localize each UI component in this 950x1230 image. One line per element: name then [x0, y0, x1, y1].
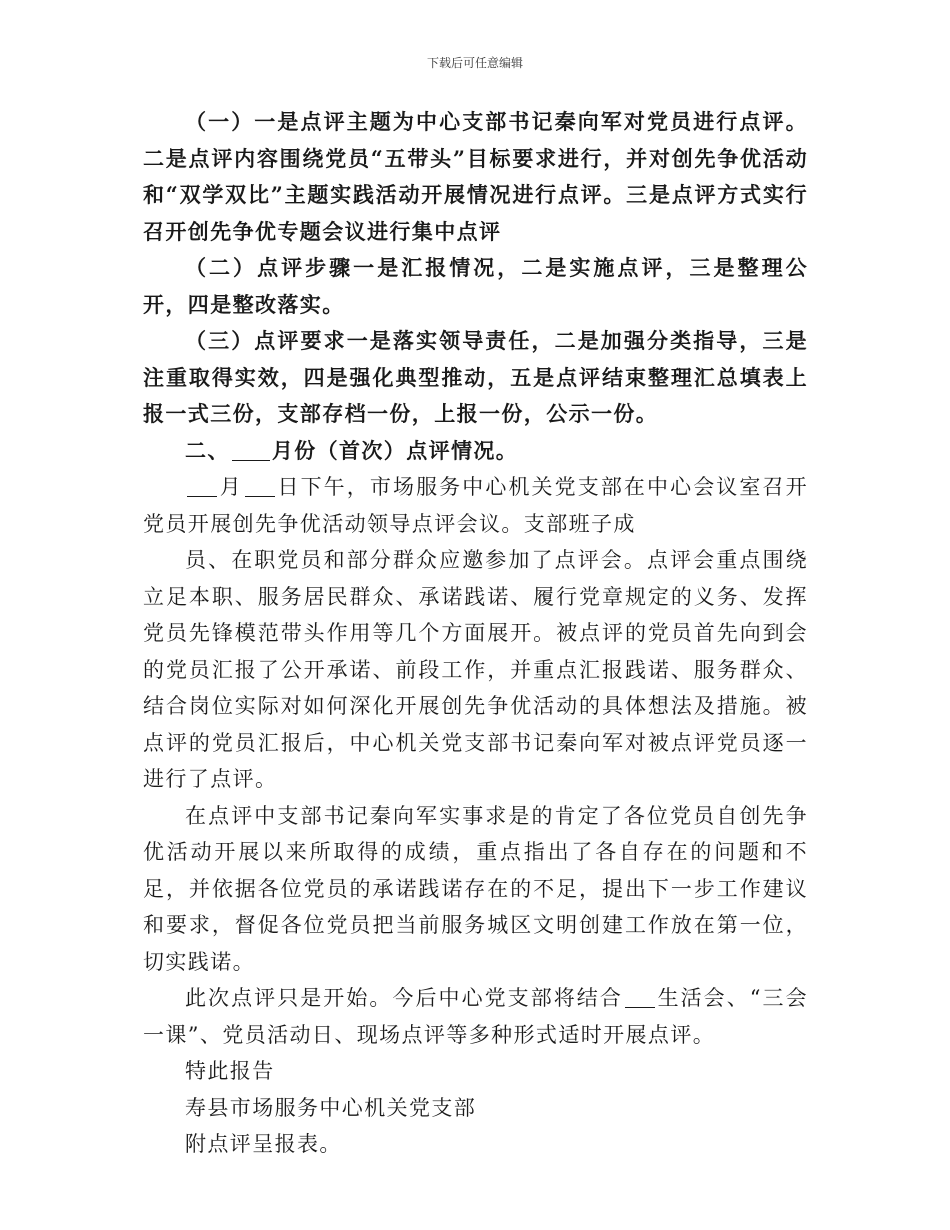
section-number: 二、	[185, 437, 230, 463]
section-heading-first-review	[143, 433, 808, 470]
paragraph-review-theme: （一）一是点评主题为中心支部书记秦向军对党员进行点评。二是点评内容围绕党员“五带头”目标要求进行，并对创先争优活动和“双学双比”主题实践活动开展情况进行点评。三是点评方式实行召开创先争优专题会议进行集中点评	[143, 109, 808, 244]
closing-report: 特此报告	[185, 1059, 275, 1083]
section-title: 月份（首次）点评情况。	[271, 437, 519, 463]
future-plan-suffix: 生活会、“三会一课”、党员活动日、现场点评等多种形式适时开展点评。	[143, 986, 808, 1047]
signature-organization: 寿县市场服务中心机关党支部	[185, 1095, 477, 1120]
paragraph-future-plan	[143, 980, 808, 1053]
month-blank	[232, 437, 270, 460]
future-plan-prefix: 此次点评只是开始。今后中心党支部将结合	[185, 986, 623, 1010]
page-header-note: 下载后可任意编辑	[426, 56, 523, 70]
life-meeting-blank	[625, 985, 655, 1008]
paragraph-review-requirements: （三）点评要求一是落实领导责任，二是加强分类指导，三是注重取得实效，四是强化典型推动，五是点评结束整理汇总填表上报一式三份，支部存档一份，上报一份，公示一份。	[143, 328, 808, 426]
attachment-note: 附点评呈报表。	[185, 1132, 342, 1156]
paragraph-meeting-opening	[143, 469, 808, 542]
document-body	[143, 104, 808, 1163]
month-blank	[187, 474, 217, 497]
month-label: 月	[219, 475, 243, 499]
day-blank	[245, 474, 275, 497]
meeting-text: 日下午，市场服务中心机关党支部在中心会议室召开党员开展创先争优活动领导点评会议。支部班子成	[143, 475, 808, 536]
paragraph-review-evaluation: 在点评中支部书记秦向军实事求是的肯定了各位党员自创先争优活动开展以来所取得的成绩，重点指出了各自存在的问题和不足，并依据各位党员的承诺践诺存在的不足，提出下一步工作建议和要求，督促各位党员把当前服务城区文明创建工作放在第一位，切实践诺。	[143, 803, 808, 974]
paragraph-meeting-content: 员、在职党员和部分群众应邀参加了点评会。点评会重点围绕立足本职、服务居民群众、承诺践诺、履行党章规定的义务、发挥党员先锋模范带头作用等几个方面展开。被点评的党员首先向到会的党员汇报了公开承诺、前段工作，并重点汇报践诺、服务群众、结合岗位实际对如何深化开展创先争优活动的具体想法及措施。被点评的党员汇报后，中心机关党支部书记秦向军对被点评党员逐一进行了点评。	[143, 548, 808, 791]
paragraph-review-steps: （二）点评步骤一是汇报情况，二是实施点评，三是整理公开，四是整改落实。	[143, 255, 808, 317]
